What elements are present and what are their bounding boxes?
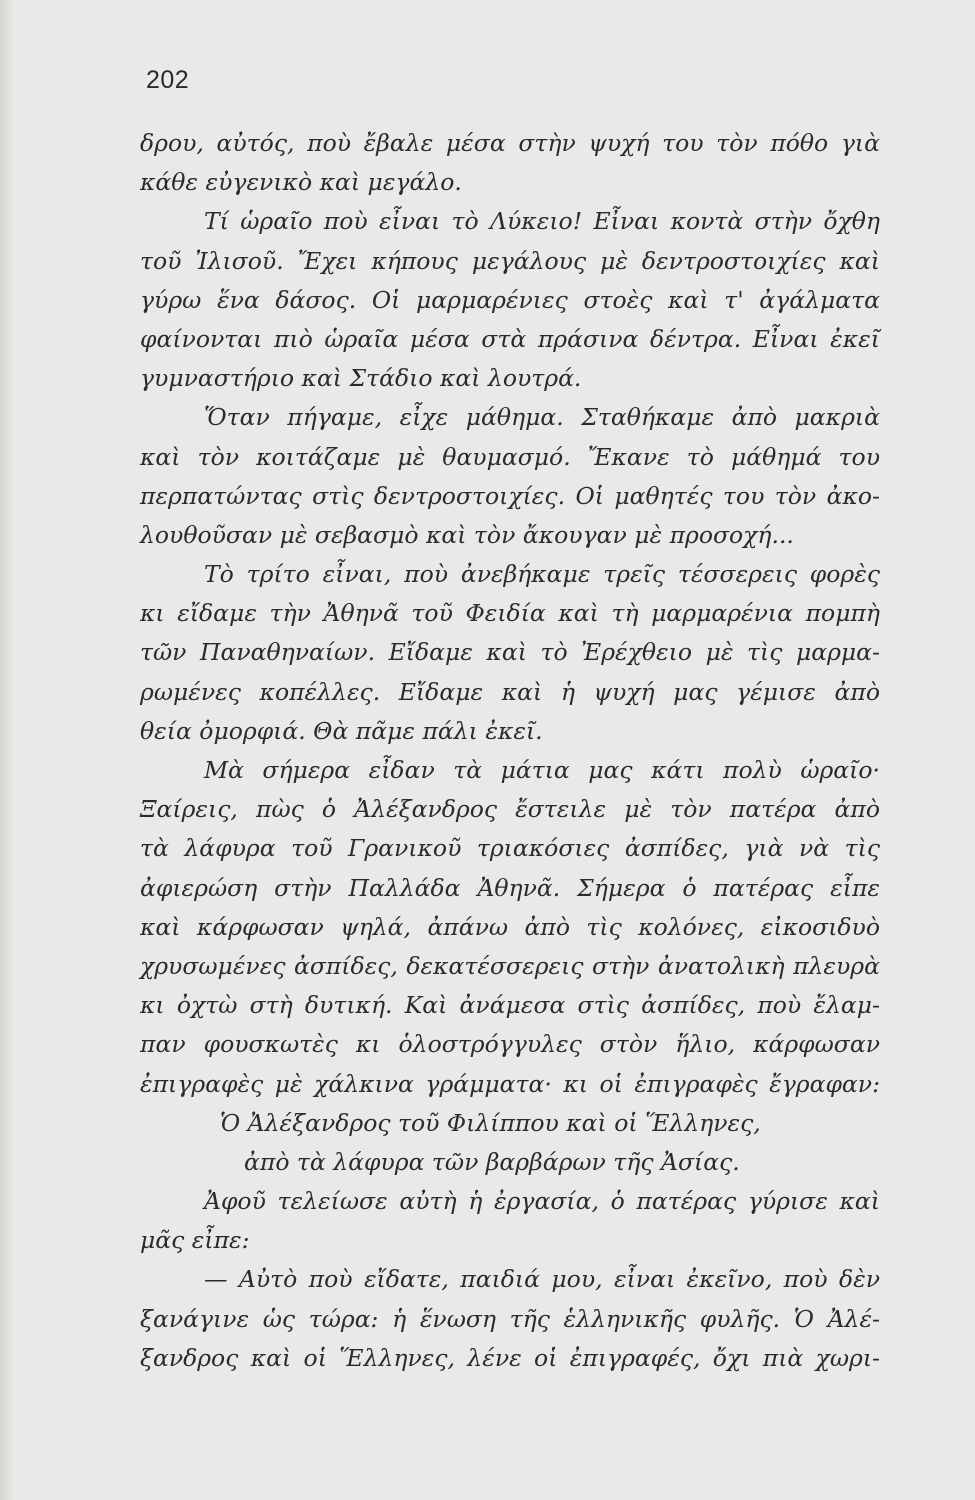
- text-line: καὶ τὸν κοιτάζαμε μὲ θαυμασμό. Ἔκανε τὸ μάθημά του: [140, 442, 880, 471]
- text-line: λουθοῦσαν μὲ σεβασμὸ καὶ τὸν ἄκουγαν μὲ προσοχή...: [140, 520, 794, 549]
- text-line: παν φουσκωτὲς κι ὁλοστρόγγυλες στὸν ἥλιο, κάρφωσαν: [140, 1030, 880, 1059]
- text-line: κι εἴδαμε τὴν Ἀθηνᾶ τοῦ Φειδία καὶ τὴ μαρμαρένια πομπὴ: [140, 599, 880, 628]
- text-line: τὰ λάφυρα τοῦ Γρανικοῦ τριακόσιες ἀσπίδες, γιὰ νὰ τὶς: [140, 834, 880, 863]
- body-text: [140, 124, 880, 1378]
- text-line: γυμναστήριο καὶ Στάδιο καὶ λουτρά.: [140, 364, 582, 393]
- text-line: κι ὀχτὼ στὴ δυτική. Καὶ ἀνάμεσα στὶς ἀσπίδες, ποὺ ἔλαμ-: [140, 991, 880, 1020]
- text-line: Τὸ τρίτο εἶναι, ποὺ ἀνεβήκαμε τρεῖς τέσσερεις φορὲς: [204, 560, 880, 589]
- text-line: Τί ὡραῖο ποὺ εἶναι τὸ Λύκειο! Εἶναι κοντὰ στὴν ὄχθη: [204, 207, 880, 236]
- text-line: τῶν Παναθηναίων. Εἴδαμε καὶ τὸ Ἐρέχθειο μὲ τὶς μαρμα-: [140, 638, 880, 667]
- text-line: Ξαίρεις, πὼς ὁ Ἀλέξανδρος ἔστειλε μὲ τὸν πατέρα ἀπὸ: [140, 795, 880, 824]
- text-line: θεία ὀμορφιά. Θὰ πᾶμε πάλι ἐκεῖ.: [140, 716, 543, 745]
- page-edge: [0, 0, 14, 1500]
- text-line: δρου, αὐτός, ποὺ ἔβαλε μέσα στὴν ψυχή του τὸν πόθο γιὰ: [140, 129, 880, 157]
- text-line: ἀπὸ τὰ λάφυρα τῶν βαρβάρων τῆς Ἀσίας.: [244, 1147, 740, 1176]
- text-line: ἐπιγραφὲς μὲ χάλκινα γράμματα· κι οἱ ἐπιγραφὲς ἔγραφαν:: [140, 1069, 880, 1098]
- text-line: χρυσωμένες ἀσπίδες, δεκατέσσερεις στὴν ἀνατολικὴ πλευρὰ: [140, 951, 880, 980]
- text-line: μᾶς εἶπε:: [140, 1226, 250, 1255]
- text-line: ξανδρος καὶ οἱ Ἕλληνες, λένε οἱ ἐπιγραφές, ὄχι πιὰ χωρι-: [140, 1343, 880, 1372]
- text-line: περπατώντας στὶς δεντροστοιχίες. Οἱ μαθητές του τὸν ἀκο-: [140, 481, 880, 510]
- text-line: γύρω ἕνα δάσος. Οἱ μαρμαρένιες στοὲς καὶ τ' ἀγάλματα: [140, 285, 880, 314]
- text-line: Ὅταν πήγαμε, εἶχε μάθημα. Σταθήκαμε ἀπὸ μακριὰ: [204, 403, 880, 432]
- text-line: φαίνονται πιὸ ὡραῖα μέσα στὰ πράσινα δέντρα. Εἶναι ἐκεῖ: [140, 324, 880, 353]
- text-line: ρωμένες κοπέλλες. Εἴδαμε καὶ ἡ ψυχή μας γέμισε ἀπὸ: [140, 677, 880, 706]
- text-line: Ἀφοῦ τελείωσε αὐτὴ ἡ ἐργασία, ὁ πατέρας γύρισε καὶ: [204, 1187, 880, 1216]
- text-line: Ὁ Ἀλέξανδρος τοῦ Φιλίππου καὶ οἱ Ἕλληνες,: [220, 1108, 761, 1137]
- text-line: ἀφιερώση στὴν Παλλάδα Ἀθηνᾶ. Σήμερα ὁ πατέρας εἶπε: [140, 873, 880, 902]
- text-line: τοῦ Ἰλισοῦ. Ἔχει κήπους μεγάλους μὲ δεντροστοιχίες καὶ: [140, 246, 880, 275]
- page-number: 202: [146, 66, 190, 94]
- text-line: Μὰ σήμερα εἶδαν τὰ μάτια μας κάτι πολὺ ὡραῖο·: [204, 756, 880, 784]
- text-line: — Αὐτὸ ποὺ εἴδατε, παιδιά μου, εἶναι ἐκεῖνο, ποὺ δὲν: [204, 1265, 880, 1294]
- text-line: κάθε εὐγενικὸ καὶ μεγάλο.: [140, 168, 462, 197]
- text-line: ξανάγινε ὡς τώρα: ἡ ἕνωση τῆς ἑλληνικῆς φυλῆς. Ὁ Ἀλέ-: [140, 1304, 880, 1333]
- text-line: καὶ κάρφωσαν ψηλά, ἀπάνω ἀπὸ τὶς κολόνες, εἰκοσιδυὸ: [140, 912, 880, 941]
